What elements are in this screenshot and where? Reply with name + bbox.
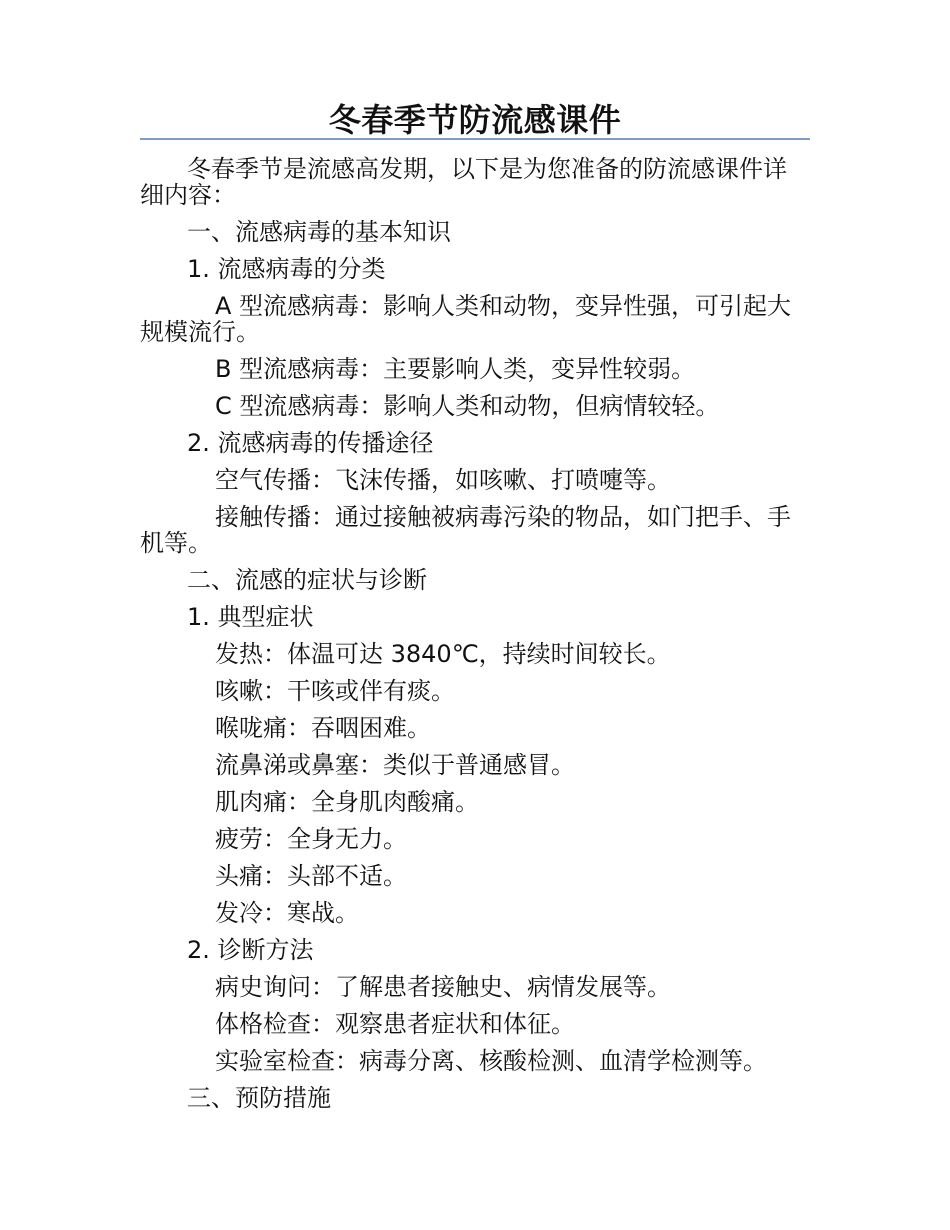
- list-item: 空气传播：飞沫传播，如咳嗽、打喷嚏等。: [215, 466, 671, 494]
- list-item: 病史询问：了解患者接触史、病情发展等。: [215, 973, 671, 1001]
- title-underline: [140, 138, 810, 140]
- list-item: 发热：体温可达 3840℃，持续时间较长。: [215, 640, 671, 668]
- document-body: [140, 156, 810, 1122]
- section-heading: 一、流感病毒的基本知识: [187, 218, 451, 246]
- subsection-heading: 2. 诊断方法: [187, 936, 314, 964]
- intro-paragraph: 冬春季节是流感高发期，以下是为您准备的防流感课件详细内容：: [140, 155, 787, 209]
- list-item: 流鼻涕或鼻塞：类似于普通感冒。: [215, 751, 575, 779]
- list-item: 实验室检查：病毒分离、核酸检测、血清学检测等。: [215, 1047, 767, 1075]
- subsection-heading: 1. 典型症状: [187, 603, 314, 631]
- subsection-heading: 1. 流感病毒的分类: [187, 255, 386, 283]
- section-heading: 二、流感的症状与诊断: [187, 566, 427, 594]
- list-item: 疲劳：全身无力。: [215, 825, 407, 853]
- list-item: A 型流感病毒：影响人类和动物，变异性强，可引起大规模流行。: [140, 292, 792, 346]
- list-item: 喉咙痛：吞咽困难。: [215, 714, 431, 742]
- list-item: 接触传播：通过接触被病毒污染的物品，如门把手、手机等。: [140, 503, 791, 557]
- list-item: C 型流感病毒：影响人类和动物，但病情较轻。: [215, 392, 720, 420]
- list-item: 发冷：寒战。: [215, 899, 359, 927]
- list-item: 体格检查：观察患者症状和体征。: [215, 1010, 575, 1038]
- section-heading: 三、预防措施: [187, 1084, 331, 1112]
- list-item: 肌肉痛：全身肌肉酸痛。: [215, 788, 479, 816]
- list-item: 头痛：头部不适。: [215, 862, 407, 890]
- page-title: 冬春季节防流感课件: [328, 101, 622, 139]
- subsection-heading: 2. 流感病毒的传播途径: [187, 429, 434, 457]
- list-item: 咳嗽：干咳或伴有痰。: [215, 677, 455, 705]
- list-item: B 型流感病毒：主要影响人类，变异性较弱。: [215, 355, 696, 383]
